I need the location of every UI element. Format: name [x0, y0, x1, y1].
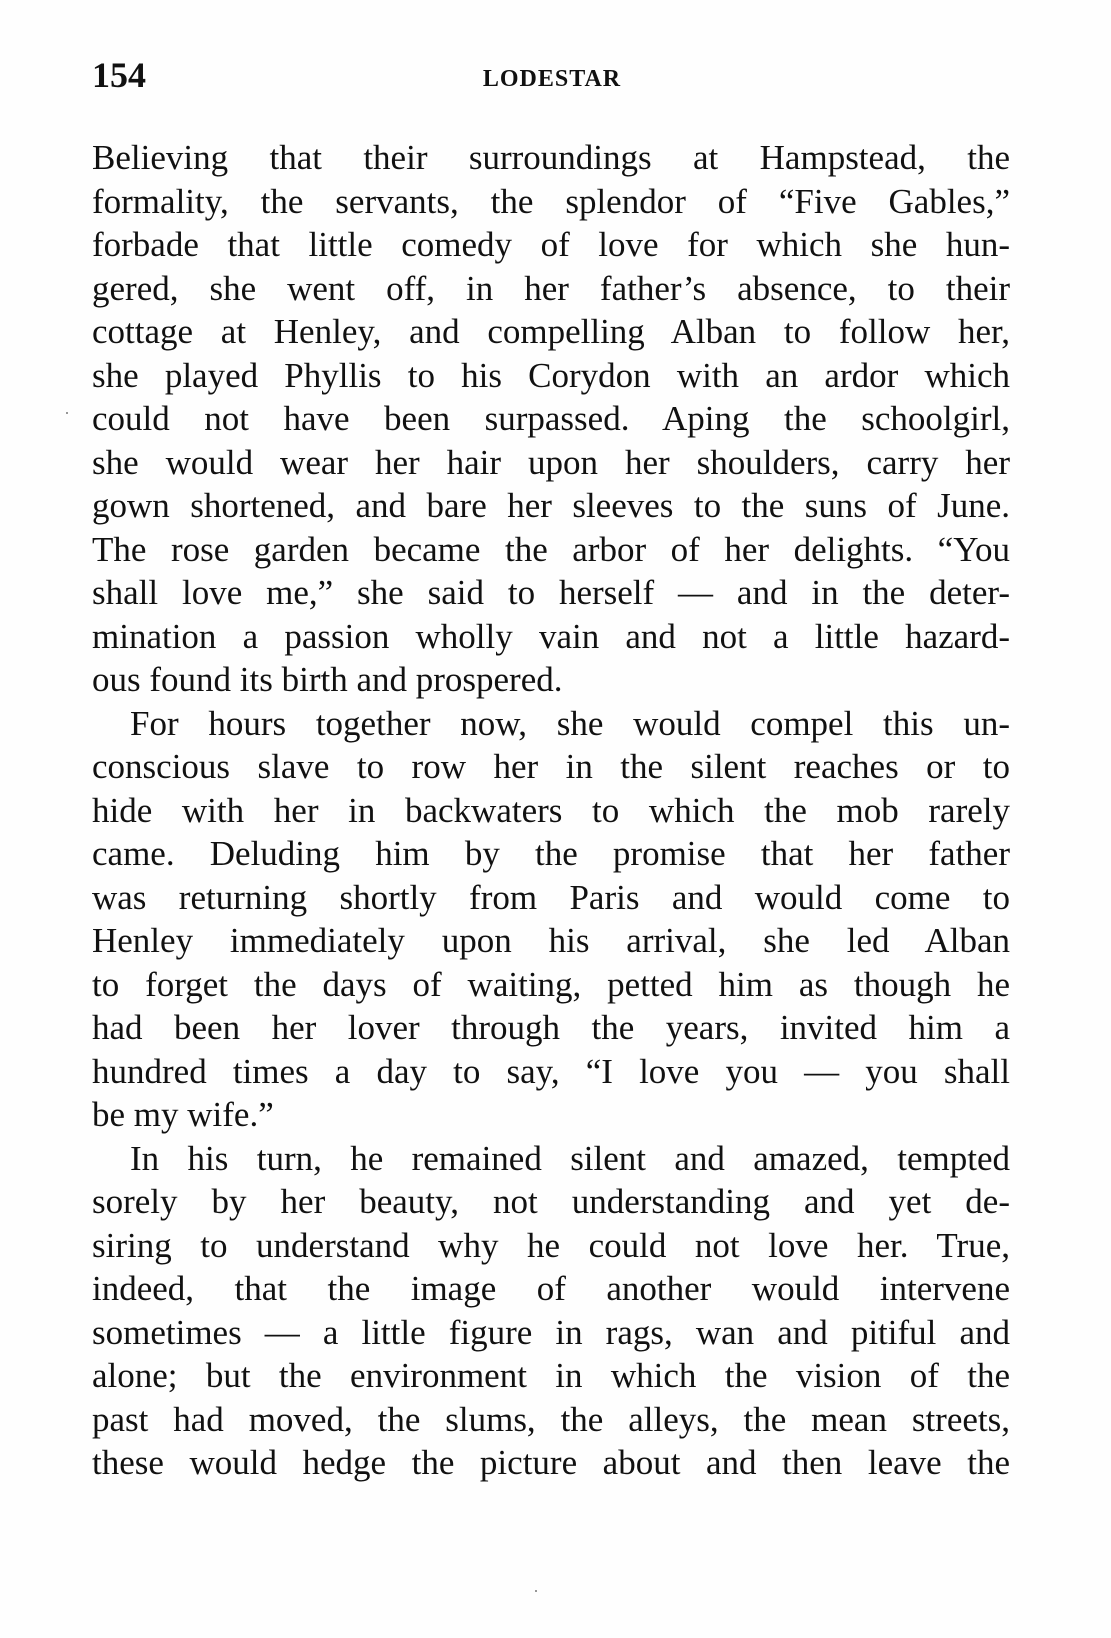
scan-speck [66, 412, 68, 414]
text-line: ous found its birth and prospered. [92, 660, 563, 699]
text-line: was returning shortly from Paris and would come to [92, 877, 1010, 917]
text-line: mination a passion wholly vain and not a little hazard- [92, 616, 1010, 656]
page-header [92, 50, 1012, 100]
text-line: gered, she went off, in her father’s absence, to their [92, 268, 1010, 308]
text-line: indeed, that the image of another would intervene [92, 1269, 1010, 1308]
text-line: shall love me,” she said to herself — and in the deter- [92, 573, 1010, 612]
text-line: siring to understand why he could not love her. True, [92, 1225, 1010, 1265]
text-line: forbade that little comedy of love for which she hun- [92, 225, 1010, 264]
text-line: to forget the days of waiting, petted him as though he [92, 964, 1010, 1004]
text-line: alone; but the environment in which the vision of the [92, 1356, 1010, 1395]
text-line: conscious slave to row her in the silent reaches or to [92, 747, 1010, 786]
text-line: sometimes — a little figure in rags, wan and pitiful and [92, 1312, 1010, 1352]
text-line: gown shortened, and bare her sleeves to the suns of June. [92, 486, 1010, 525]
text-line: hide with her in backwaters to which the mob rarely [92, 790, 1010, 830]
text-line: Henley immediately upon his arrival, she led Alban [92, 921, 1010, 960]
text-line: could not have been surpassed. Aping the schoolgirl, [92, 399, 1010, 438]
text-line: hundred times a day to say, “I love you — you shall [92, 1051, 1010, 1091]
text-line: In his turn, he remained silent and amazed, tempted [130, 1138, 1010, 1178]
text-line: she would wear her hair upon her shoulders, carry her [92, 442, 1010, 482]
scan-speck [535, 1590, 537, 1592]
text-line: cottage at Henley, and compelling Alban to follow her, [92, 312, 1010, 351]
running-title: LODESTAR [482, 66, 622, 92]
text-line: past had moved, the slums, the alleys, the mean streets, [92, 1399, 1010, 1439]
text-line: formality, the servants, the splendor of “Five Gables,” [92, 181, 1010, 221]
text-line: be my wife.” [92, 1095, 274, 1134]
body-text [92, 136, 1010, 1485]
text-line: For hours together now, she would compel this un- [130, 703, 1010, 743]
text-line: The rose garden became the arbor of her delights. “You [92, 529, 1010, 569]
text-line: came. Deluding him by the promise that her father [92, 834, 1010, 873]
text-line: had been her lover through the years, invited him a [92, 1008, 1010, 1047]
text-line: sorely by her beauty, not understanding and yet de- [92, 1182, 1010, 1221]
text-line: Believing that their surroundings at Hampstead, the [92, 138, 1010, 177]
text-line: she played Phyllis to his Corydon with an ardor which [92, 355, 1010, 395]
text-line: these would hedge the picture about and then leave the [92, 1443, 1010, 1482]
page-number: 154 [92, 55, 146, 95]
